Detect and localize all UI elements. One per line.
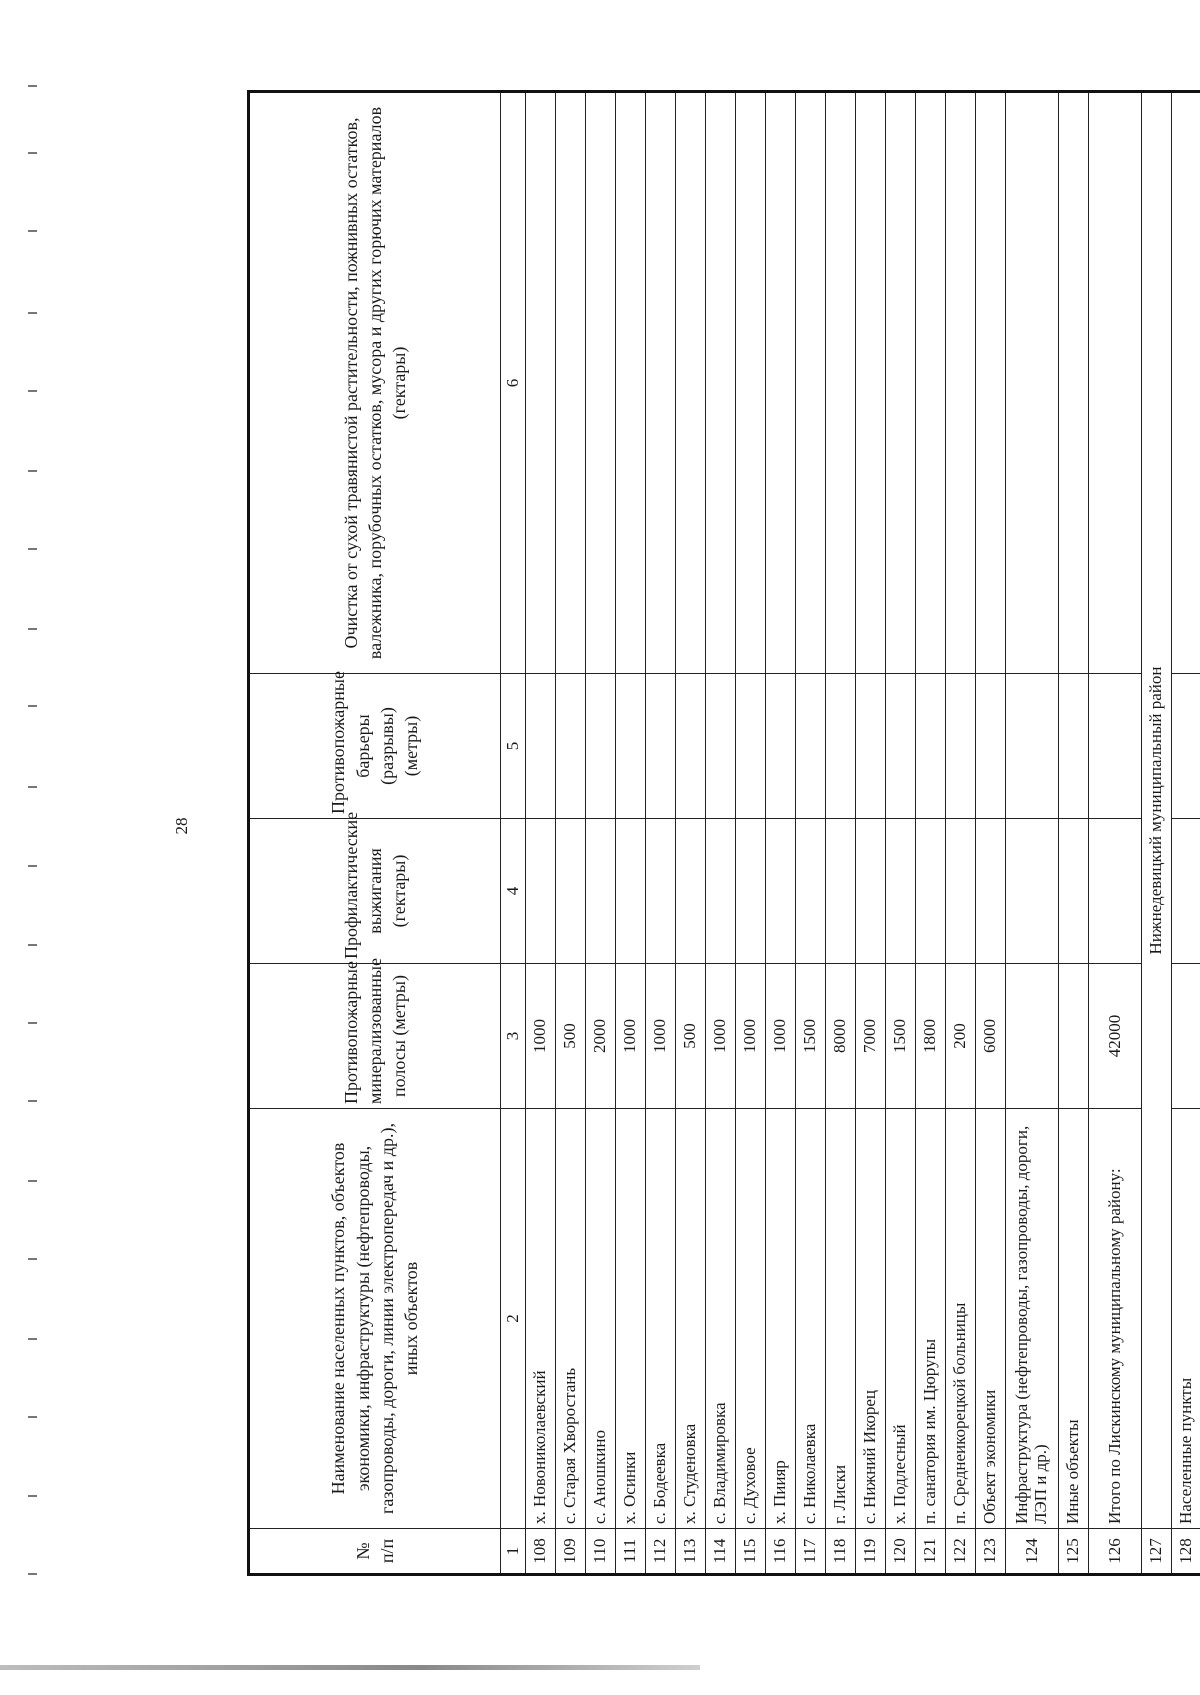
empty-cell [1172,674,1200,819]
empty-cell [796,92,826,674]
margin-tick [28,390,37,392]
empty-cell [826,92,856,674]
row-mineral-strips: 1800 [916,964,946,1109]
empty-cell [946,674,976,819]
empty-cell [886,92,916,674]
empty-cell [556,674,586,819]
column-index: 3 [501,964,526,1109]
margin-tick [28,1495,37,1497]
table-row [886,92,916,1575]
table-row [1059,92,1089,1575]
row-mineral-strips: 6000 [976,964,1006,1109]
row-name: Иные объекты [1059,1109,1089,1529]
table-row [526,92,556,1575]
margin-tick [28,470,37,472]
row-name: с. Аношкино [586,1109,616,1529]
row-number: 123 [976,1529,1006,1575]
empty-cell [736,92,766,674]
empty-cell [1172,819,1200,964]
district-row [1142,92,1172,1575]
row-mineral-strips: 1000 [766,964,796,1109]
row-mineral-strips: 7000 [856,964,886,1109]
empty-cell [616,92,646,674]
empty-cell [616,674,646,819]
margin-tick [28,230,37,232]
row-name: х. Студеновка [676,1109,706,1529]
margin-tick [28,85,37,87]
empty-cell [646,92,676,674]
empty-cell [946,92,976,674]
empty-cell [526,92,556,674]
row-mineral-strips: 1500 [796,964,826,1109]
table-body [526,92,1089,1575]
empty-cell [856,819,886,964]
table-row [856,92,886,1575]
row-number: 114 [706,1529,736,1575]
row-name: г. Лиски [826,1109,856,1529]
empty-cell [766,819,796,964]
margin-tick [28,548,37,550]
header-name: Наименование населенных пунктов, объектов экономики, инфраструктуры (нефтепроводы, газопроводы, дороги, линии электропередач и др.), иных объектов [249,1109,501,1529]
row-name: с. Николаевка [796,1109,826,1529]
empty-cell [706,674,736,819]
empty-cell [766,674,796,819]
empty-cell [676,674,706,819]
column-index: 2 [501,1109,526,1529]
empty-cell [1006,674,1059,819]
empty-cell [526,674,556,819]
empty-cell [586,819,616,964]
empty-cell [1006,92,1059,674]
total-row [1089,92,1142,1575]
empty-cell [856,92,886,674]
empty-cell [556,92,586,674]
empty-cell [766,92,796,674]
margin-tick [28,152,37,154]
row-number: 125 [1059,1529,1089,1575]
row-name: п. Среднеикорецкой больницы [946,1109,976,1529]
empty-cell [736,674,766,819]
total-value: 42000 [1089,964,1142,1109]
row-mineral-strips: 1000 [616,964,646,1109]
row-number: 120 [886,1529,916,1575]
row-name: х. Пиияр [766,1109,796,1529]
table-row [706,92,736,1575]
total-label: Итого по Лискинскому муниципальному району: [1089,1109,1142,1529]
table-header-row [249,92,501,1575]
row-mineral-strips [1059,964,1089,1109]
table-row [646,92,676,1575]
row-number: 111 [616,1529,646,1575]
empty-cell [1059,674,1089,819]
margin-tick [28,1338,37,1340]
row-name: Населенные пункты [1172,1109,1200,1529]
empty-cell [916,674,946,819]
margin-tick [28,628,37,630]
empty-cell [1089,92,1142,674]
row-name: с. Владимировка [706,1109,736,1529]
table-row [616,92,646,1575]
table-row [556,92,586,1575]
row-mineral-strips: 500 [676,964,706,1109]
page-number: 28 [172,817,191,835]
row-number: 117 [796,1529,826,1575]
empty-cell [676,819,706,964]
margin-tick [28,1573,37,1575]
row-name: с. Духовое [736,1109,766,1529]
empty-cell [1006,819,1059,964]
row-number: 124 [1006,1529,1059,1575]
row-name: Инфраструктура (нефтепроводы, газопроводы, дороги, ЛЭП и др.) [1006,1109,1059,1529]
row-name: Объект экономики [976,1109,1006,1529]
row-name: х. Новониколаевский [526,1109,556,1529]
scan-edge-line [0,1665,700,1670]
row-mineral-strips: 2000 [586,964,616,1109]
row-mineral-strips: 1000 [646,964,676,1109]
row-name: х. Осинки [616,1109,646,1529]
row-name: с. Нижний Икорец [856,1109,886,1529]
row-number: 126 [1089,1529,1142,1575]
table-row [586,92,616,1575]
row-number: 115 [736,1529,766,1575]
header-barriers: Противопожарные барьеры (разрывы) (метры) [249,674,501,819]
row-mineral-strips: 500 [556,964,586,1109]
margin-tick [28,312,37,314]
row-mineral-strips: 200 [946,964,976,1109]
row-name: с. Старая Хворостань [556,1109,586,1529]
column-index: 1 [501,1529,526,1575]
margin-tick [28,1258,37,1260]
empty-cell [976,819,1006,964]
row-number: 110 [586,1529,616,1575]
empty-cell [826,819,856,964]
row-number: 109 [556,1529,586,1575]
margin-tick [28,1022,37,1024]
empty-cell [736,819,766,964]
empty-cell [586,92,616,674]
district-title: Нижнедевицкий муниципальный район [1142,92,1172,1529]
empty-cell [706,92,736,674]
empty-cell [1059,819,1089,964]
row-mineral-strips: 8000 [826,964,856,1109]
empty-cell [676,92,706,674]
empty-cell [616,819,646,964]
margin-tick [28,705,37,707]
margin-tick [28,1416,37,1418]
row-mineral-strips: 1000 [526,964,556,1109]
row-number: 127 [1142,1529,1172,1575]
header-mineral-strips: Противопожарные минерализованные полосы (метры) [249,964,501,1109]
row-number: 122 [946,1529,976,1575]
row-name: с. Бодеевка [646,1109,676,1529]
table-row [916,92,946,1575]
empty-cell [1089,819,1142,964]
empty-cell [646,819,676,964]
empty-cell [826,674,856,819]
empty-cell [796,674,826,819]
row-name: х. Подлесный [886,1109,916,1529]
table-row [796,92,826,1575]
empty-cell [586,674,616,819]
column-index: 5 [501,674,526,819]
empty-cell [1089,674,1142,819]
empty-cell [646,674,676,819]
row-name: п. санатория им. Цюрупы [916,1109,946,1529]
margin-tick [28,944,37,946]
table-row [1172,92,1200,1575]
header-no: № п/п [249,1529,501,1575]
empty-cell [526,819,556,964]
row-number: 116 [766,1529,796,1575]
empty-cell [916,819,946,964]
empty-cell [796,819,826,964]
header-cleaning: Очистка от сухой травянистой растительности, пожнивных остатков, валежника, порубочных остатков, мусора и других горючих материалов (гектары) [249,92,501,674]
empty-cell [886,674,916,819]
table-row [946,92,976,1575]
empty-cell [706,819,736,964]
row-mineral-strips [1006,964,1059,1109]
margin-tick [28,1100,37,1102]
row-number: 113 [676,1529,706,1575]
margin-tick [28,865,37,867]
row-number: 112 [646,1529,676,1575]
row-mineral-strips: 1000 [706,964,736,1109]
table-row [766,92,796,1575]
rotated-page [172,90,1196,1576]
column-index: 6 [501,92,526,674]
margin-tick [28,1180,37,1182]
empty-cell [856,674,886,819]
row-number: 128 [1172,1529,1200,1575]
header-burning: Профилактические выжигания (гектары) [249,819,501,964]
row-number: 108 [526,1529,556,1575]
empty-cell [1059,92,1089,674]
empty-cell [976,92,1006,674]
empty-cell [556,819,586,964]
empty-cell [946,819,976,964]
table-row [676,92,706,1575]
row-mineral-strips: 1000 [736,964,766,1109]
table-row [1006,92,1059,1575]
table-row [826,92,856,1575]
table-row [976,92,1006,1575]
margin-tick [28,786,37,788]
table-row [736,92,766,1575]
row-mineral-strips: 1500 [886,964,916,1109]
column-index: 4 [501,819,526,964]
fire-prevention-table [247,90,1200,1576]
column-index-row [501,92,526,1575]
row-number: 119 [856,1529,886,1575]
empty-cell [1172,92,1200,674]
empty-cell [886,819,916,964]
empty-cell [916,92,946,674]
row-number: 121 [916,1529,946,1575]
empty-cell [976,674,1006,819]
empty-cell [1172,964,1200,1109]
row-number: 118 [826,1529,856,1575]
